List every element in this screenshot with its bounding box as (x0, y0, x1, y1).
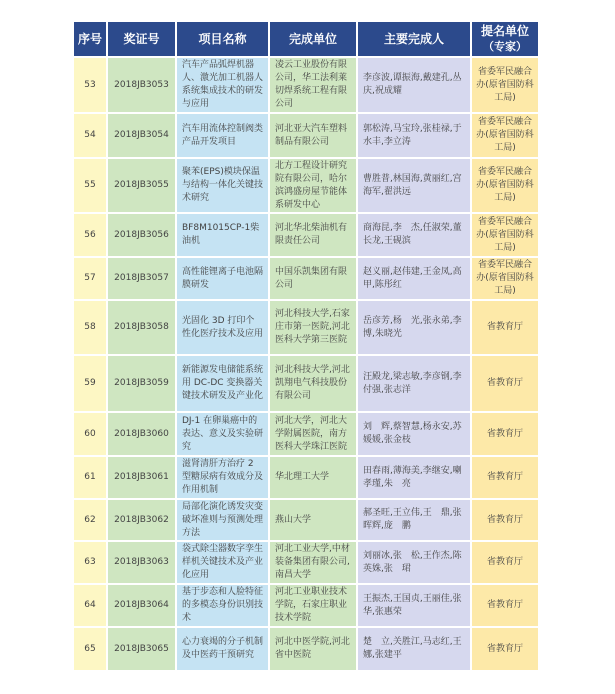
persons-cell: 赵义丽,赵伟建,王金凤,高 甲,陈彤红 (358, 258, 470, 299)
unit-cell: 北方工程设计研究院有限公司，哈尔滨鸿盛房屋节能体系研发中心 (270, 159, 356, 212)
table-row (74, 258, 538, 299)
header-award-no: 奖证号 (108, 22, 175, 56)
persons-cell: 岳彦芳,杨 光,张永弟,李 博,朱晓光 (358, 301, 470, 354)
nominator-cell: 省委军民融合办(原省国防科工局) (472, 159, 538, 212)
project-name-cell: 心力衰竭的分子机制及中医药干预研究 (177, 628, 268, 670)
project-name-cell: 聚苯(EPS)模块保温与结构一体化关键技术研究 (177, 159, 268, 212)
seq-cell: 56 (74, 214, 106, 256)
award-no-cell: 2018JB3057 (108, 258, 175, 299)
nominator-cell: 省教育厅 (472, 628, 538, 670)
header-nominator-label: 提名单位 (480, 24, 529, 38)
unit-cell: 河北华北柴油机有限责任公司 (270, 214, 356, 256)
project-name-cell: 新能源发电储能系统用 DC-DC 变换器关键技术研发及产业化 (177, 356, 268, 411)
unit-cell: 河北大学，河北大学附属医院，南方医科大学珠江医院 (270, 413, 356, 455)
award-no-cell: 2018JB3054 (108, 114, 175, 157)
unit-cell: 河北科技大学,河北凯翔电气科技股份有限公司 (270, 356, 356, 411)
seq-cell: 62 (74, 500, 106, 540)
table-header-row (74, 22, 538, 56)
award-no-cell: 2018JB3061 (108, 457, 175, 498)
table-row (74, 628, 538, 670)
award-no-cell: 2018JB3063 (108, 542, 175, 583)
seq-cell: 65 (74, 628, 106, 670)
seq-cell: 63 (74, 542, 106, 583)
table-body (74, 58, 538, 670)
project-name-cell: 汽车用流体控制阀类产品开发项目 (177, 114, 268, 157)
seq-cell: 61 (74, 457, 106, 498)
persons-cell: 曹胜普,林国海,黄丽红,宫海军,翟洪远 (358, 159, 470, 212)
table-row (74, 214, 538, 256)
seq-cell: 60 (74, 413, 106, 455)
persons-cell: 郝圣旺,王立伟,王 鼎,张晖辉,庞 鹏 (358, 500, 470, 540)
award-no-cell: 2018JB3065 (108, 628, 175, 670)
unit-cell: 河北亚大汽车塑料制品有限公司 (270, 114, 356, 157)
project-name-cell: 基于步态和人脸特征的多模态身份识别技术 (177, 585, 268, 626)
unit-cell: 燕山大学 (270, 500, 356, 540)
header-persons: 主要完成人 (358, 22, 470, 56)
award-no-cell: 2018JB3053 (108, 58, 175, 112)
persons-cell: 王振杰,王国贞,王丽佳,张 华,张惠荣 (358, 585, 470, 626)
header-project: 项目名称 (177, 22, 268, 56)
header-unit: 完成单位 (270, 22, 356, 56)
project-name-cell: 汽车产品弧焊机器人、激光加工机器人系统集成技术的研发与应用 (177, 58, 268, 112)
award-no-cell: 2018JB3056 (108, 214, 175, 256)
unit-cell: 河北工业职业技术学院，石家庄职业技术学院 (270, 585, 356, 626)
project-name-cell: 光固化 3D 打印个性化医疗技术及应用 (177, 301, 268, 354)
nominator-cell: 省教育厅 (472, 500, 538, 540)
project-name-cell: BF8M1015CP-1柴油机 (177, 214, 268, 256)
unit-cell: 河北科技大学,石家庄市第一医院,河北医科大学第三医院 (270, 301, 356, 354)
award-no-cell: 2018JB3059 (108, 356, 175, 411)
nominator-cell: 省教育厅 (472, 301, 538, 354)
persons-cell: 郭松涛,马宝玲,张桂禄,于水丰,李立涛 (358, 114, 470, 157)
table-row (74, 585, 538, 626)
award-no-cell: 2018JB3058 (108, 301, 175, 354)
nominator-cell: 省教育厅 (472, 542, 538, 583)
table-row (74, 413, 538, 455)
nominator-cell: 省教育厅 (472, 457, 538, 498)
seq-cell: 58 (74, 301, 106, 354)
table-row (74, 500, 538, 540)
seq-cell: 57 (74, 258, 106, 299)
header-seq: 序号 (74, 22, 106, 56)
nominator-cell: 省委军民融合办(原省国防科工局) (472, 114, 538, 157)
seq-cell: 64 (74, 585, 106, 626)
nominator-cell: 省委军民融合办(原省国防科工局) (472, 58, 538, 112)
persons-cell: 刘丽冰,张 松,王作杰,陈英姝,张 珺 (358, 542, 470, 583)
header-nominator (472, 22, 538, 56)
project-name-cell: 袋式除尘器数字孪生样机关键技术及产业化应用 (177, 542, 268, 583)
nominator-cell: 省教育厅 (472, 356, 538, 411)
persons-cell: 李彦波,谭振海,戴建孔,丛 庆,祝成耀 (358, 58, 470, 112)
project-name-cell: 局部化演化诱发灾变破坏准则与预测处理方法 (177, 500, 268, 540)
persons-cell: 楚 立,关胜江,马志红,王 娜,张建平 (358, 628, 470, 670)
table-row (74, 159, 538, 212)
award-no-cell: 2018JB3055 (108, 159, 175, 212)
project-name-cell: 高性能锂离子电池隔膜研发 (177, 258, 268, 299)
award-no-cell: 2018JB3064 (108, 585, 175, 626)
award-no-cell: 2018JB3060 (108, 413, 175, 455)
nominator-cell: 省委军民融合办(原省国防科工局) (472, 258, 538, 299)
table-row (74, 457, 538, 498)
seq-cell: 59 (74, 356, 106, 411)
award-table (72, 20, 540, 672)
nominator-cell: 省教育厅 (472, 585, 538, 626)
unit-cell: 华北理工大学 (270, 457, 356, 498)
table-row (74, 114, 538, 157)
persons-cell: 商海昆,李 杰,任淑荣,董长龙,王砚滨 (358, 214, 470, 256)
seq-cell: 54 (74, 114, 106, 157)
persons-cell: 汪殿龙,梁志敏,李彦钢,李付强,张志洋 (358, 356, 470, 411)
table-row (74, 542, 538, 583)
nominator-cell: 省教育厅 (472, 413, 538, 455)
nominator-cell: 省委军民融合办(原省国防科工局) (472, 214, 538, 256)
seq-cell: 53 (74, 58, 106, 112)
unit-cell: 河北工业大学,中材装备集团有限公司,南昌大学 (270, 542, 356, 583)
seq-cell: 55 (74, 159, 106, 212)
header-nominator-sub: （专家） (483, 40, 527, 53)
table-row (74, 356, 538, 411)
project-name-cell: 滋肾清肝方治疗 2 型糖尿病有效成分及作用机制 (177, 457, 268, 498)
unit-cell: 中国乐凯集团有限公司 (270, 258, 356, 299)
persons-cell: 刘 辉,蔡智慧,杨永安,苏媛媛,张金枝 (358, 413, 470, 455)
persons-cell: 田春雨,薄海美,李继安,喇孝瑾,朱 亮 (358, 457, 470, 498)
award-no-cell: 2018JB3062 (108, 500, 175, 540)
table-row (74, 301, 538, 354)
unit-cell: 河北中医学院,河北省中医院 (270, 628, 356, 670)
unit-cell: 凌云工业股份有限公司，华工法利莱切焊系统工程有限公司 (270, 58, 356, 112)
project-name-cell: DJ-1 在卵巢癌中的表达、意义及实验研究 (177, 413, 268, 455)
table-row (74, 58, 538, 112)
